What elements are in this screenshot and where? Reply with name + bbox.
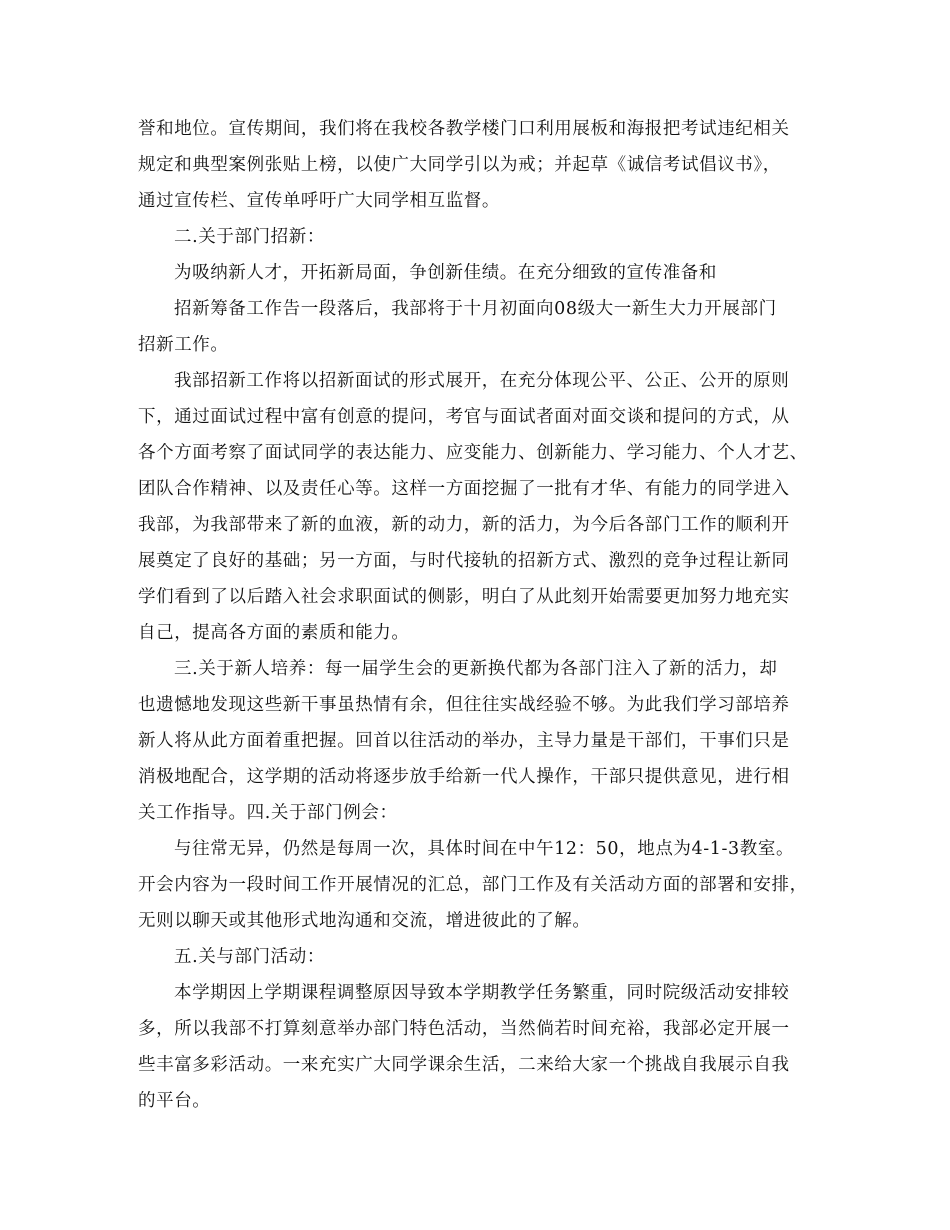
text-line: 关工作指导。四.关于部门例会：: [138, 803, 398, 823]
text-line: 无则以聊天或其他形式地沟通和交流，增进彼此的了解。: [138, 911, 591, 931]
text-line: 招新工作。: [138, 335, 229, 355]
text-line: 规定和典型案例张贴上榜，以使广大同学引以为戒；并起草《诚信考试倡议书》，: [138, 155, 781, 175]
text-line: 三.关于新人培养：每一届学生会的更新换代都为各部门注入了新的活力，却: [174, 659, 778, 679]
text-line: 开会内容为一段时间工作开展情况的汇总，部门工作及有关活动方面的部署和安排，: [138, 875, 808, 895]
text-line: 展奠定了良好的基础；另一方面，与时代接轨的招新方式、激烈的竞争过程让新同: [138, 551, 790, 571]
text-line: 五.关与部门活动：: [174, 947, 325, 967]
text-line: 消极地配合，这学期的活动将逐步放手给新一代人操作，干部只提供意见，进行相: [138, 767, 790, 787]
text-line: 为吸纳新人才，开拓新局面，争创新佳绩。在充分细致的宣传准备和: [174, 263, 717, 283]
text-line: 的平台。: [138, 1091, 211, 1111]
text-line: 本学期因上学期课程调整原因导致本学期教学任务繁重，同时院级活动安排较: [174, 983, 790, 1003]
text-line: 二.关于部门招新：: [174, 227, 325, 247]
text-line: 各个方面考察了面试同学的表达能力、应变能力、创新能力、学习能力、个人才艺、: [138, 443, 808, 463]
text-line: 誉和地位。宣传期间，我们将在我校各教学楼门口利用展板和海报把考试违纪相关: [138, 119, 790, 139]
text-line: 学们看到了以后踏入社会求职面试的侧影，明白了从此刻开始需要更加努力地充实: [138, 587, 790, 607]
text-line: 与往常无异，仍然是每周一次，具体时间在中午12：50，地点为4-1-3教室。: [174, 839, 795, 859]
text-line: 多，所以我部不打算刻意举办部门特色活动，当然倘若时间充裕，我部必定开展一: [138, 1019, 790, 1039]
text-line: 团队合作精神、以及责任心等。这样一方面挖掘了一批有才华、有能力的同学进入: [138, 479, 790, 499]
text-line: 新人将从此方面着重把握。回首以往活动的举办，主导力量是干部们，干事们只是: [138, 731, 790, 751]
document-body: [138, 111, 818, 1119]
text-line: 下，通过面试过程中富有创意的提问，考官与面试者面对面交谈和提问的方式，从: [138, 407, 790, 427]
text-line: 我部招新工作将以招新面试的形式展开，在充分体现公平、公正、公开的原则: [174, 371, 790, 391]
text-line: 也遗憾地发现这些新干事虽热情有余，但往往实战经验不够。为此我们学习部培养: [138, 695, 790, 715]
text-line: 通过宣传栏、宣传单呼吁广大同学相互监督。: [138, 191, 500, 211]
text-line: 招新筹备工作告一段落后，我部将于十月初面向08级大一新生大力开展部门: [174, 299, 777, 319]
text-line: 自己，提高各方面的素质和能力。: [138, 623, 410, 643]
text-line: 我部，为我部带来了新的血液，新的动力，新的活力，为今后各部门工作的顺利开: [138, 515, 790, 535]
text-line: 些丰富多彩活动。一来充实广大同学课余生活，二来给大家一个挑战自我展示自我: [138, 1055, 790, 1075]
